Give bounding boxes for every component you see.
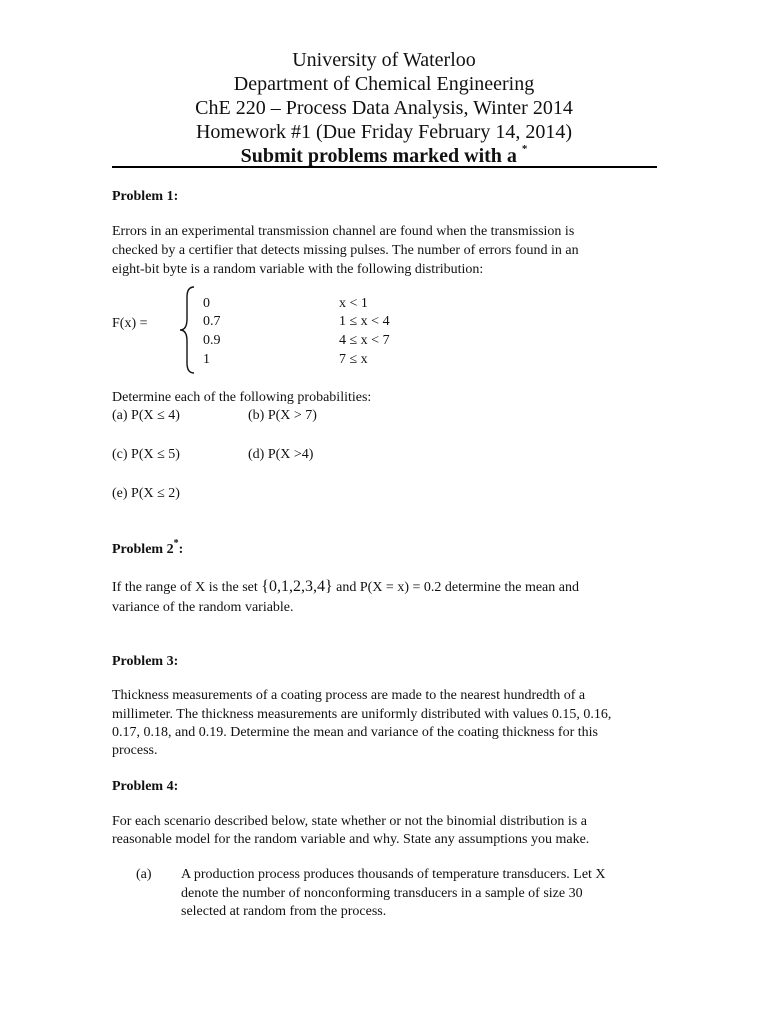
problem3-line2: millimeter. The thickness measurements are uniformly distributed with values 0.15, 0.16,	[112, 707, 612, 722]
case-condition-2: 1 ≤ x < 4	[339, 314, 390, 329]
problem4-item-line2: denote the number of nonconforming transducers in a sample of size 30	[181, 886, 583, 901]
problem4-line1: For each scenario described below, state whether or not the binomial distribution is a	[112, 814, 587, 829]
problem1-title: Problem 1:	[112, 189, 179, 204]
part-e: (e) P(X ≤ 2)	[112, 486, 180, 501]
problem2-title	[112, 540, 183, 560]
part-a: (a) P(X ≤ 4)	[112, 408, 180, 423]
problem2-line1	[112, 577, 579, 597]
case-condition-1: x < 1	[339, 296, 368, 311]
case-value-3: 0.9	[203, 333, 221, 348]
submit-instruction-text: Submit problems marked with a	[240, 145, 517, 167]
left-brace-icon	[178, 285, 198, 375]
problem3-line1: Thickness measurements of a coating process are made to the nearest hundredth of a	[112, 688, 586, 703]
problem2-text-after: and P(X = x) = 0.2 determine the mean and	[332, 580, 579, 595]
course-title: ChE 220 – Process Data Analysis, Winter 2014	[195, 97, 573, 119]
header-divider	[112, 166, 657, 168]
problem4-title: Problem 4:	[112, 779, 179, 794]
part-d: (d) P(X >4)	[248, 447, 314, 462]
homework-title: Homework #1 (Due Friday February 14, 2014)	[195, 121, 573, 143]
university-name: University of Waterloo	[292, 49, 476, 71]
problem2-title-colon: :	[178, 542, 184, 557]
problem2-line2: variance of the random variable.	[112, 600, 294, 615]
part-b: (b) P(X > 7)	[248, 408, 317, 423]
range-set: {0,1,2,3,4}	[261, 578, 333, 595]
case-value-1: 0	[203, 296, 210, 311]
problem4-item-line3: selected at random from the process.	[181, 904, 387, 919]
department-name: Department of Chemical Engineering	[233, 73, 535, 95]
problem2-text-before: If the range of X is the set	[112, 580, 262, 595]
problem3-line4: process.	[112, 743, 158, 758]
problem4-line2: reasonable model for the random variable and why. State any assumptions you make.	[112, 832, 590, 847]
case-value-2: 0.7	[203, 314, 221, 329]
case-condition-3: 4 ≤ x < 7	[339, 333, 390, 348]
problem1-question: Determine each of the following probabilities:	[112, 390, 372, 405]
problem1-intro-line1: Errors in an experimental transmission channel are found when the transmission is	[112, 224, 575, 239]
function-label: F(x) =	[112, 316, 148, 331]
problem4-item-label: (a)	[136, 867, 152, 882]
problem3-line3: 0.17, 0.18, and 0.19. Determine the mean and variance of the coating thickness for this	[112, 725, 598, 740]
problem2-title-text: Problem 2	[112, 542, 174, 557]
problem1-intro-line3: eight-bit byte is a random variable with the following distribution:	[112, 262, 484, 277]
submit-marker: *	[521, 143, 528, 155]
document-header	[0, 48, 768, 171]
case-value-4: 1	[203, 352, 210, 367]
problem3-title: Problem 3:	[112, 654, 179, 669]
part-c: (c) P(X ≤ 5)	[112, 447, 180, 462]
problem1-intro-line2: checked by a certifier that detects missing pulses. The number of errors found in an	[112, 243, 579, 258]
case-condition-4: 7 ≤ x	[339, 352, 368, 367]
problem4-item-line1: A production process produces thousands of temperature transducers. Let X	[181, 867, 606, 882]
problem2-marker: *	[173, 538, 179, 549]
